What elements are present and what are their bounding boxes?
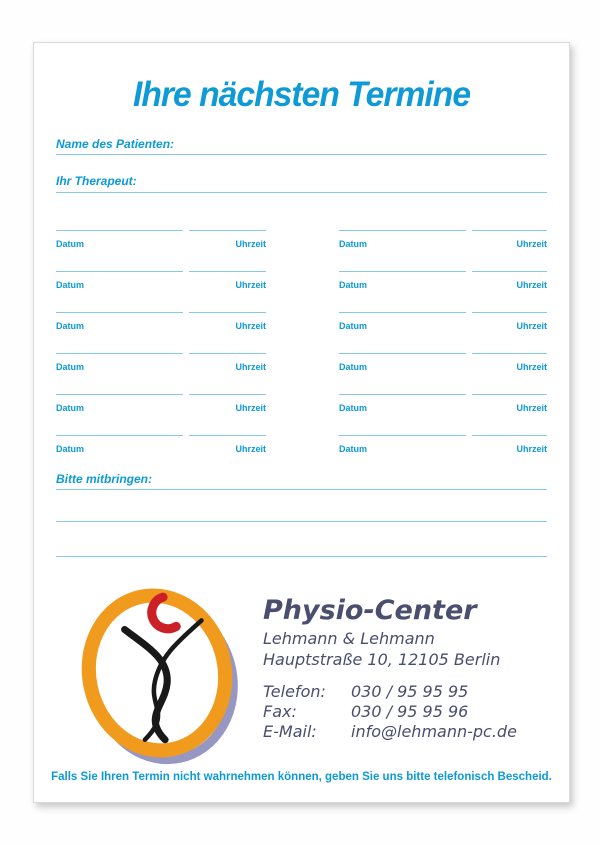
appointment-row (339, 353, 547, 394)
appointment-row (56, 353, 266, 394)
appointment-row (339, 230, 547, 271)
appointment-card (33, 42, 570, 803)
page-title: Ihre nächsten Termine (132, 75, 471, 114)
date-label: Datum (339, 362, 368, 372)
date-field (56, 353, 183, 394)
patient-name-label: Name des Patienten: (56, 137, 175, 151)
phone-row (263, 682, 517, 702)
time-field (472, 394, 547, 435)
appointments-column-right (339, 230, 547, 476)
time-field (472, 271, 547, 312)
bring-along-field (56, 470, 547, 490)
appointment-row (339, 271, 547, 312)
date-field (339, 394, 466, 435)
date-label: Datum (56, 444, 85, 454)
date-label: Datum (56, 280, 85, 290)
therapist-field (56, 172, 547, 193)
date-label: Datum (339, 403, 368, 413)
physio-center-logo (76, 584, 238, 766)
date-field (339, 312, 466, 353)
time-label: Uhrzeit (516, 403, 547, 413)
date-field (56, 394, 183, 435)
time-field (189, 230, 266, 271)
date-field (56, 271, 183, 312)
appointment-row (56, 312, 266, 353)
appointment-row (339, 394, 547, 435)
date-label: Datum (339, 444, 368, 454)
time-label: Uhrzeit (516, 239, 547, 249)
time-field (472, 312, 547, 353)
time-label: Uhrzeit (516, 321, 547, 331)
appointments-column-left (56, 230, 266, 476)
appointment-row (56, 230, 266, 271)
time-label: Uhrzeit (516, 280, 547, 290)
fax-row (263, 702, 517, 722)
footer-note: Falls Sie Ihren Termin nicht wahrnehmen können, geben Sie uns bitte telefonisch Bescheid. (51, 771, 552, 783)
bring-along-label: Bitte mitbringen: (56, 472, 152, 486)
bring-along-blank-line-2 (56, 539, 547, 557)
time-label: Uhrzeit (235, 403, 266, 413)
therapist-label: Ihr Therapeut: (56, 174, 137, 188)
practice-name: Physio-Center (263, 595, 477, 626)
date-field (339, 353, 466, 394)
date-label: Datum (339, 280, 368, 290)
appointment-row (56, 271, 266, 312)
time-field (189, 271, 266, 312)
email-address: info@lehmann-pc.de (351, 722, 517, 741)
date-label: Datum (56, 239, 85, 249)
contact-details (263, 682, 517, 742)
date-label: Datum (56, 362, 85, 372)
contact-block (263, 595, 517, 742)
time-label: Uhrzeit (516, 362, 547, 372)
date-field (56, 312, 183, 353)
time-label: Uhrzeit (235, 239, 266, 249)
date-label: Datum (339, 239, 368, 249)
time-field (189, 394, 266, 435)
time-field (472, 230, 547, 271)
date-field (339, 271, 466, 312)
appointment-row (56, 394, 266, 435)
time-field (189, 353, 266, 394)
practice-owners: Lehmann & Lehmann (263, 629, 435, 648)
time-label: Uhrzeit (235, 280, 266, 290)
fax-label: Fax: (263, 702, 297, 721)
date-field (56, 230, 183, 271)
time-field (189, 312, 266, 353)
email-row (263, 722, 517, 742)
patient-name-field (56, 135, 547, 155)
email-label: E-Mail: (263, 722, 317, 741)
date-label: Datum (56, 403, 85, 413)
time-field (472, 353, 547, 394)
date-field (339, 230, 466, 271)
time-label: Uhrzeit (235, 362, 266, 372)
date-label: Datum (56, 321, 85, 331)
phone-label: Telefon: (263, 682, 326, 701)
appointment-row (339, 312, 547, 353)
time-label: Uhrzeit (516, 444, 547, 454)
date-label: Datum (339, 321, 368, 331)
time-label: Uhrzeit (235, 321, 266, 331)
practice-address: Hauptstraße 10, 12105 Berlin (263, 650, 501, 669)
bring-along-blank-line-1 (56, 504, 547, 522)
time-label: Uhrzeit (235, 444, 266, 454)
phone-number: 030 / 95 95 95 (351, 682, 469, 701)
fax-number: 030 / 95 95 96 (351, 702, 469, 721)
